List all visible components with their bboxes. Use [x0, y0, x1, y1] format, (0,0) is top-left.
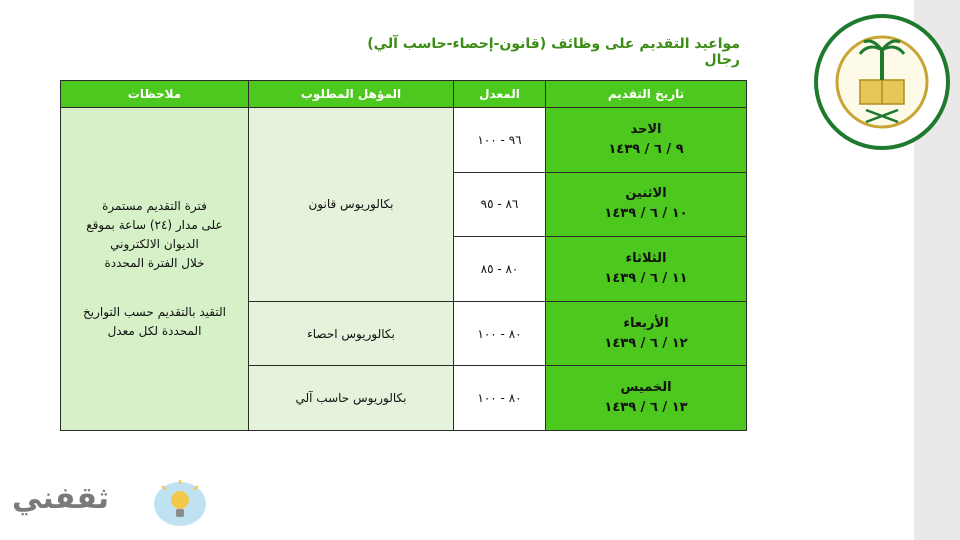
site-logo-text: ثقفني	[12, 481, 110, 516]
table-row	[61, 108, 747, 173]
day-label: الاحد	[630, 121, 662, 137]
schedule-table	[60, 80, 747, 431]
average-cell: ٨٠ - ١٠٠	[454, 301, 546, 366]
notes-cell	[61, 108, 249, 431]
table-header-row	[61, 81, 747, 108]
qualification-cell-law: بكالوريوس قانون	[249, 108, 454, 302]
date-cell	[546, 237, 747, 302]
date-label: ١٢ / ٦ / ١٤٣٩	[604, 335, 688, 351]
date-cell	[546, 172, 747, 237]
day-label: الخميس	[620, 380, 672, 396]
seal-emblem	[812, 12, 952, 152]
date-cell	[546, 366, 747, 431]
notes-line: التقيد بالتقديم حسب التواريخ	[83, 305, 226, 319]
notes-line: فترة التقديم مستمرة	[102, 199, 207, 213]
date-cell	[546, 108, 747, 173]
qualification-cell-stats: بكالوريوس احصاء	[249, 301, 454, 366]
header-average: المعدل	[454, 81, 546, 108]
notes-spacer	[61, 273, 248, 303]
date-label: ١٠ / ٦ / ١٤٣٩	[604, 206, 688, 222]
average-cell: ٨٠ - ١٠٠	[454, 366, 546, 431]
header-date: تاريخ التقديم	[546, 81, 747, 108]
average-cell: ٨٠ - ٨٥	[454, 237, 546, 302]
lightbulb-icon	[154, 480, 206, 526]
header-notes: ملاحظات	[61, 81, 249, 108]
average-cell: ٩٦ - ١٠٠	[454, 108, 546, 173]
day-label: الأربعاء	[623, 315, 669, 331]
notes-line: خلال الفترة المحددة	[104, 256, 205, 270]
day-label: الاثنين	[625, 186, 667, 202]
day-label: الثلاثاء	[625, 250, 667, 266]
notes-line: الديوان الالكتروني	[110, 237, 199, 251]
date-label: ٩ / ٦ / ١٤٣٩	[608, 141, 684, 157]
qualification-cell-cs: بكالوريوس حاسب آلي	[249, 366, 454, 431]
date-label: ١٣ / ٦ / ١٤٣٩	[604, 400, 688, 416]
date-cell	[546, 301, 747, 366]
notes-line: على مدار (٢٤) ساعة بموقع	[86, 218, 223, 232]
notes-line: المحددة لكل معدل	[107, 324, 202, 338]
average-cell: ٨٦ - ٩٥	[454, 172, 546, 237]
date-label: ١١ / ٦ / ١٤٣٩	[604, 270, 688, 286]
header-qualification: المؤهل المطلوب	[249, 81, 454, 108]
page-title: مواعيد التقديم على وظائف (قانون-إحصاء-حاسب آلي) رجال	[367, 36, 740, 68]
